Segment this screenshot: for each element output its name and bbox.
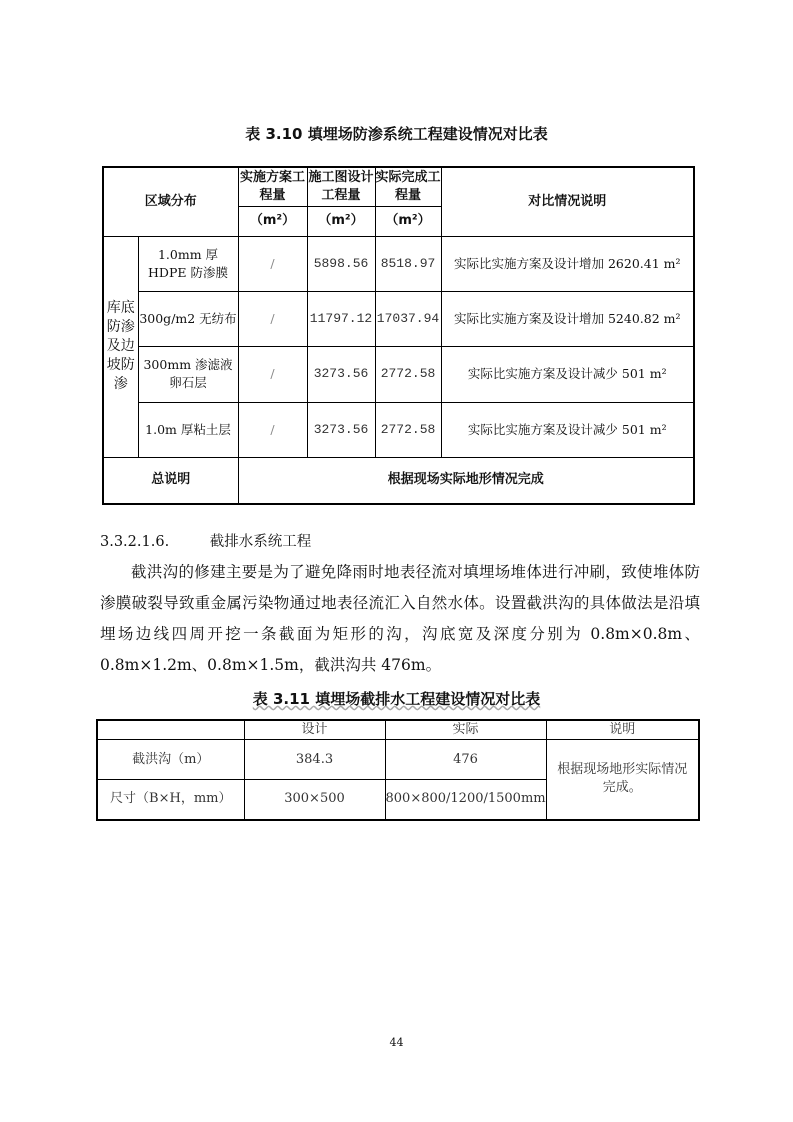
anti-seepage-comparison-table (102, 166, 695, 505)
design-cell: 3273.56 (307, 402, 375, 457)
section-number: 3.3.2.1.6. (100, 534, 170, 550)
table-row (103, 346, 694, 402)
table-row (103, 402, 694, 457)
item-cell: 1.0mm 厚 HDPE 防渗膜 (138, 236, 238, 291)
drainage-comparison-table (96, 719, 700, 821)
plan-cell: / (238, 236, 307, 291)
header-actual: 实际完成工程量 (375, 167, 441, 206)
note-cell: 根据现场地形实际情况完成。 (546, 740, 699, 820)
note-cell: 实际比实施方案及设计减少 501 m² (441, 402, 694, 457)
section-paragraph: 截洪沟的修建主要是为了避免降雨时地表径流对填埋场堆体进行冲刷，致使堆体防渗膜破裂导致重金属污染物通过地表径流汇入自然水体。设置截洪沟的具体做法是沿填埋场边线四周开挖一条截面为矩形的沟，沟底宽及深度分别为 0.8m×0.8m、0.8m×1.2m、0.8m×1.5m，截洪沟共 476m。 (100, 563, 700, 674)
table-3-11-title-text: 表 3.11 填埋场截排水工程建设情况对比表 (252, 690, 541, 708)
header-note: 说明 (546, 720, 699, 740)
actual-cell: 800×800/1200/1500mm (385, 780, 546, 820)
note-cell: 实际比实施方案及设计增加 5240.82 m² (441, 291, 694, 346)
item-cell: 300g/m2 无纺布 (138, 291, 238, 346)
actual-cell: 476 (385, 740, 546, 780)
page-number: 44 (389, 1036, 404, 1049)
header-comparison: 对比情况说明 (441, 167, 694, 236)
section-title: 截排水系统工程 (209, 534, 312, 550)
header-unit: （m²） (238, 206, 307, 236)
plan-cell: / (238, 291, 307, 346)
plan-cell: / (238, 346, 307, 402)
actual-cell: 8518.97 (375, 236, 441, 291)
row-label: 截洪沟（m） (97, 740, 244, 780)
header-unit: （m²） (375, 206, 441, 236)
table-row (97, 740, 699, 780)
design-cell: 5898.56 (307, 236, 375, 291)
table-3-11-title (0, 688, 793, 709)
item-cell: 1.0m 厚粘土层 (138, 402, 238, 457)
group-label: 库底防渗及边坡防渗 (103, 236, 138, 457)
table-3-10-title: 表 3.10 填埋场防渗系统工程建设情况对比表 (245, 125, 548, 143)
actual-cell: 17037.94 (375, 291, 441, 346)
header-actual: 实际 (385, 720, 546, 740)
header-unit: （m²） (307, 206, 375, 236)
actual-cell: 2772.58 (375, 346, 441, 402)
summary-text: 根据现场实际地形情况完成 (238, 457, 694, 504)
table-row (103, 236, 694, 291)
item-cell: 300mm 渗滤液卵石层 (138, 346, 238, 402)
design-cell: 300×500 (244, 780, 385, 820)
design-cell: 384.3 (244, 740, 385, 780)
header-design: 施工图设计工程量 (307, 167, 375, 206)
actual-cell: 2772.58 (375, 402, 441, 457)
header-plan: 实施方案工程量 (238, 167, 307, 206)
plan-cell: / (238, 402, 307, 457)
design-cell: 11797.12 (307, 291, 375, 346)
header-design: 设计 (244, 720, 385, 740)
table-row (103, 291, 694, 346)
header-blank (97, 720, 244, 740)
design-cell: 3273.56 (307, 346, 375, 402)
summary-label: 总说明 (103, 457, 238, 504)
header-region: 区域分布 (103, 167, 238, 236)
note-cell: 实际比实施方案及设计增加 2620.41 m² (441, 236, 694, 291)
note-cell: 实际比实施方案及设计减少 501 m² (441, 346, 694, 402)
row-label: 尺寸（B×H，mm） (97, 780, 244, 820)
section-heading (100, 530, 311, 551)
